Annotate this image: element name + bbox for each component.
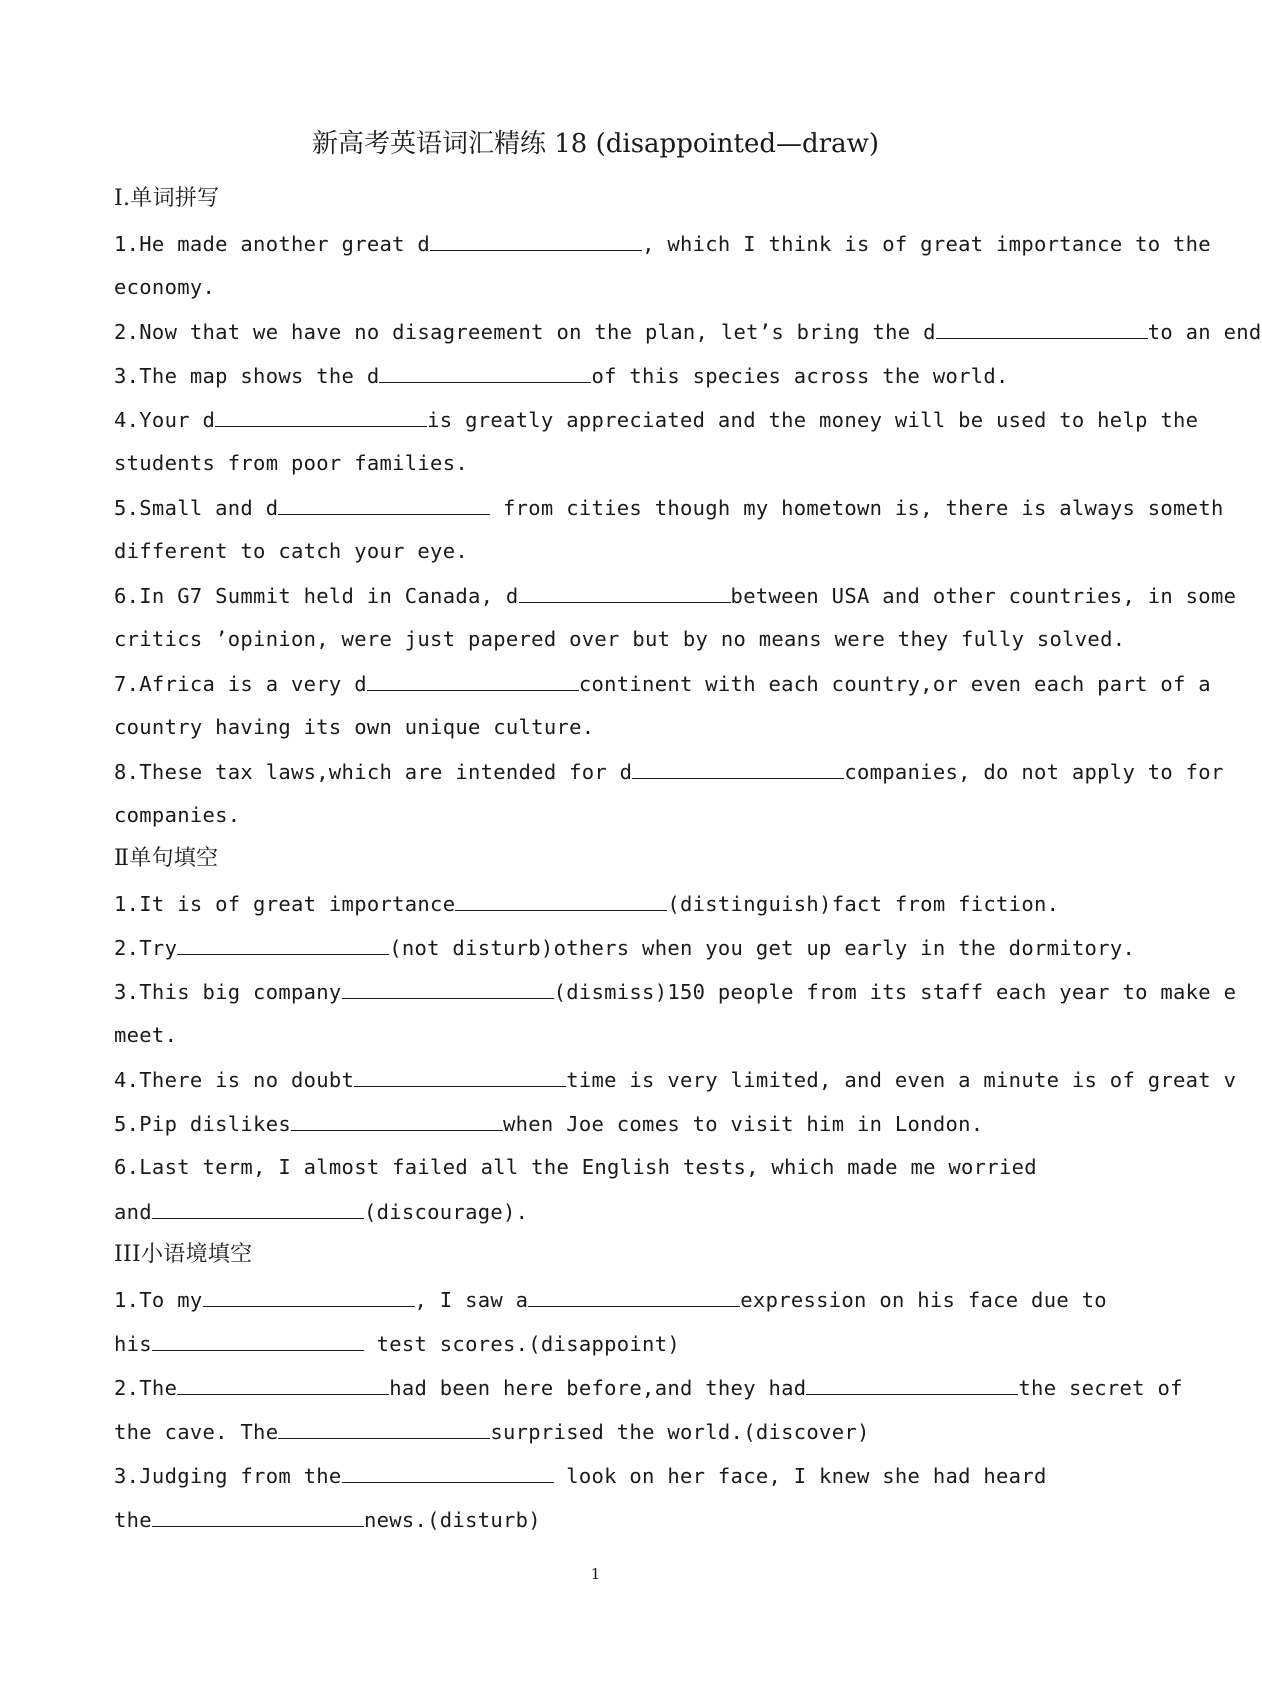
- line-text: (dismiss)150 people from its staff each year to make e: [553, 980, 1237, 1004]
- exercise-line: [114, 932, 1135, 963]
- exercise-line: [114, 1108, 983, 1139]
- section-heading: [114, 844, 218, 874]
- answer-blank[interactable]: [519, 580, 731, 603]
- line-text: 4.There is no doubt: [114, 1068, 355, 1092]
- exercise-line: [114, 492, 1224, 523]
- page-number: 1: [590, 1565, 601, 1583]
- line-text: 3.Judging from the: [114, 1464, 342, 1488]
- answer-blank[interactable]: [367, 668, 579, 691]
- line-text: had been here before,and they had: [389, 1376, 807, 1400]
- line-text: test scores.(disappoint): [363, 1332, 680, 1356]
- exercise-line: [114, 1328, 680, 1359]
- answer-blank[interactable]: [936, 316, 1148, 339]
- exercise-line: [114, 448, 468, 478]
- line-text: (distinguish)fact from fiction.: [667, 892, 1060, 916]
- line-text: news.(disturb): [363, 1508, 541, 1532]
- exercise-line: [114, 712, 594, 742]
- line-text: between USA and other countries, in some: [730, 584, 1237, 608]
- exercise-line: [114, 888, 1059, 919]
- line-text: meet.: [114, 1023, 178, 1047]
- exercise-line: [114, 272, 215, 302]
- answer-blank[interactable]: [632, 756, 844, 779]
- exercise-line: [114, 800, 240, 830]
- line-text: when Joe comes to visit him in London.: [503, 1112, 984, 1136]
- line-text: to an end: [1147, 320, 1262, 344]
- line-text: 5.Pip dislikes: [114, 1112, 291, 1136]
- exercise-line: [114, 624, 1125, 654]
- answer-blank[interactable]: [203, 1284, 415, 1307]
- exercise-line: [114, 1460, 1047, 1491]
- line-text: and: [114, 1200, 152, 1224]
- line-text: 7.Africa is a very d: [114, 672, 367, 696]
- line-text: companies.: [114, 803, 241, 827]
- line-text: 2.Try: [114, 936, 178, 960]
- exercise-line: [114, 1196, 528, 1227]
- answer-blank[interactable]: [278, 1416, 490, 1439]
- line-text: surprised the world.(discover): [490, 1420, 870, 1444]
- line-text: (not disturb)others when you get up early in the dormitory.: [389, 936, 1136, 960]
- section-heading: [114, 1240, 252, 1270]
- line-text: 1.He made another great d: [114, 232, 431, 256]
- answer-blank[interactable]: [379, 360, 591, 383]
- line-text: , which I think is of great importance to the: [642, 232, 1211, 256]
- answer-blank[interactable]: [278, 492, 490, 515]
- answer-blank[interactable]: [215, 404, 427, 427]
- line-text: Ⅱ单句填空: [114, 846, 219, 871]
- line-text: 3.The map shows the d: [114, 364, 380, 388]
- section-heading: [114, 184, 219, 214]
- line-text: critics ’opinion, were just papered over but by no means were they fully solved.: [114, 627, 1126, 651]
- exercise-line: [114, 1152, 1037, 1182]
- line-text: , I saw a: [414, 1288, 529, 1312]
- exercise-line: [114, 228, 1211, 259]
- line-text: 6.Last term, I almost failed all the English tests, which made me worried: [114, 1155, 1037, 1179]
- exercise-line: [114, 580, 1236, 611]
- answer-blank[interactable]: [177, 1372, 389, 1395]
- line-text: the secret of: [1018, 1376, 1183, 1400]
- exercise-line: [114, 404, 1198, 435]
- line-text: expression on his face due to: [740, 1288, 1107, 1312]
- line-text: 6.In G7 Summit held in Canada, d: [114, 584, 519, 608]
- exercise-line: [114, 756, 1224, 787]
- answer-blank[interactable]: [152, 1328, 364, 1351]
- exercise-line: [114, 668, 1211, 699]
- line-text: his: [114, 1332, 152, 1356]
- line-text: economy.: [114, 275, 216, 299]
- exercise-line: [114, 1284, 1107, 1315]
- line-text: students from poor families.: [114, 451, 468, 475]
- line-text: III小语境填空: [114, 1242, 253, 1267]
- answer-blank[interactable]: [152, 1504, 364, 1527]
- line-text: 2.Now that we have no disagreement on the plan, let’s bring the d: [114, 320, 936, 344]
- line-text: 5.Small and d: [114, 496, 279, 520]
- answer-blank[interactable]: [342, 1460, 554, 1483]
- exercise-line: [114, 976, 1236, 1007]
- line-text: different to catch your eye.: [114, 539, 468, 563]
- line-text: 3.This big company: [114, 980, 342, 1004]
- line-text: 8.These tax laws,which are intended for d: [114, 760, 633, 784]
- line-text: 1.It is of great importance: [114, 892, 456, 916]
- answer-blank[interactable]: [528, 1284, 740, 1307]
- line-text: time is very limited, and even a minute is of great v: [566, 1068, 1237, 1092]
- line-text: 4.Your d: [114, 408, 216, 432]
- answer-blank[interactable]: [455, 888, 667, 911]
- line-text: I.单词拼写: [114, 186, 220, 211]
- line-text: 2.The: [114, 1376, 178, 1400]
- line-text: country having its own unique culture.: [114, 715, 595, 739]
- line-text: of this species across the world.: [591, 364, 1009, 388]
- exercise-line: [114, 1416, 870, 1447]
- exercise-line: [114, 1020, 177, 1050]
- line-text: the: [114, 1508, 152, 1532]
- exercise-line: [114, 1504, 541, 1535]
- line-text: look on her face, I knew she had heard: [553, 1464, 1047, 1488]
- line-text: companies, do not apply to for: [844, 760, 1224, 784]
- exercise-line: [114, 1064, 1236, 1095]
- page-title: 新高考英语词汇精练 18 (disappointed—draw): [311, 129, 879, 159]
- line-text: is greatly appreciated and the money will be used to help the: [427, 408, 1199, 432]
- answer-blank[interactable]: [152, 1196, 364, 1219]
- line-text: from cities though my hometown is, there is always someth: [490, 496, 1224, 520]
- exercise-line: [114, 360, 1009, 391]
- exercise-line: [114, 536, 468, 566]
- exercise-line: [114, 316, 1262, 347]
- line-text: the cave. The: [114, 1420, 279, 1444]
- line-text: (discourage).: [363, 1200, 529, 1224]
- answer-blank[interactable]: [342, 976, 554, 999]
- exercise-line: [114, 1372, 1183, 1403]
- answer-blank[interactable]: [177, 932, 389, 955]
- answer-blank[interactable]: [806, 1372, 1018, 1395]
- line-text: 1.To my: [114, 1288, 203, 1312]
- answer-blank[interactable]: [354, 1064, 566, 1087]
- line-text: continent with each country,or even each part of a: [578, 672, 1211, 696]
- answer-blank[interactable]: [430, 228, 642, 251]
- answer-blank[interactable]: [291, 1108, 503, 1131]
